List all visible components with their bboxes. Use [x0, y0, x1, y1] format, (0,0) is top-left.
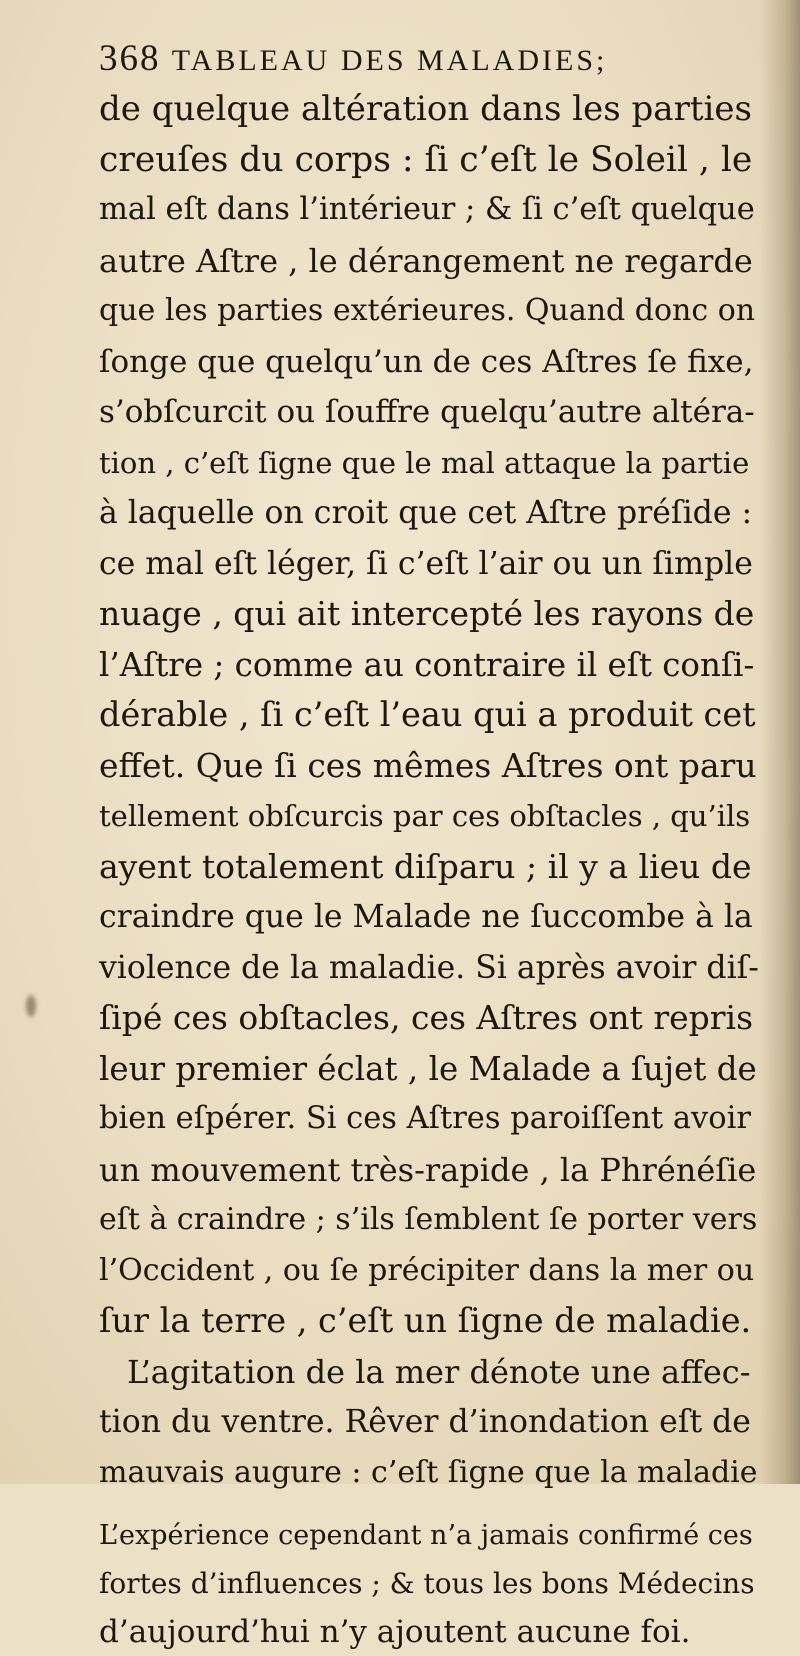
text-line: mauvais augure : c’eſt ſigne que la maladie: [99, 1454, 758, 1490]
text-line: autre Aſtre , le dérangement ne regarde: [99, 241, 753, 280]
text-line: s’obſcurcit ou ſouffre quelqu’autre altéra-: [99, 394, 755, 430]
text-line: tion , c’eſt ſigne que le mal attaque la partie: [99, 445, 750, 480]
text-line: eſt à craindre ; s’ils ſemblent ſe porter vers: [99, 1202, 758, 1237]
text-line: l’Aſtre ; comme au contraire il eſt conſi-: [99, 645, 755, 684]
text-line: nuage , qui ait intercepté les rayons de: [99, 594, 755, 633]
running-header: [99, 34, 759, 84]
text-line: tellement obſcurcis par ces obſtacles , qu’ils: [99, 799, 751, 833]
text-line: leur premier éclat , le Malade a ſujet de: [99, 1049, 757, 1088]
footnote-line: fortes d’influences ; & tous les bons Médecins: [99, 1567, 755, 1600]
text-line: ſipé ces obſtacles, ces Aſtres ont repris: [99, 998, 754, 1037]
text-line: tion du ventre. Rêver d’inondation eſt de: [99, 1404, 751, 1440]
text-line: dérable , ſi c’eſt l’eau qui a produit cet: [99, 695, 756, 734]
text-line: violence de la maladie. Si après avoir diſ-: [99, 949, 759, 986]
text-line: craindre que le Malade ne ſuccombe à la: [99, 899, 753, 935]
text-line: creuſes du corps : ſi c’eſt le Soleil , le: [99, 139, 753, 180]
page-edge-shadow: [760, 0, 800, 1484]
text-line: ayent totalement diſparu ; il y a lieu de: [99, 846, 752, 886]
text-line: ſonge que quelqu’un de ces Aſtres ſe fixe,: [99, 343, 754, 380]
text-line: ſur la terre , c’eſt un ſigne de maladie.: [99, 1301, 752, 1340]
footnote-line: d’aujourd’hui n’y ajoutent aucune foi.: [99, 1614, 691, 1650]
paragraph-first-line: L’agitation de la mer dénote une affec-: [127, 1352, 751, 1391]
text-line: à laquelle on croit que cet Aſtre préſide :: [99, 495, 753, 531]
paragraph-text: [99, 1347, 759, 1499]
text-line: mal eſt dans l’intérieur ; & ſi c’eſt quelque: [99, 192, 755, 227]
body-text: [99, 84, 759, 1347]
text-line: de quelque altération dans les parties: [99, 89, 752, 129]
text-line: bien eſpérer. Si ces Aſtres paroiſſent avoir: [99, 1101, 751, 1136]
text-line: un mouvement très-rapide , la Phrénéſie: [99, 1150, 757, 1189]
text-line: effet. Que ſi ces mêmes Aſtres ont paru: [99, 745, 757, 785]
text-line: que les parties extérieures. Quand donc on: [99, 293, 756, 328]
ink-smudge: [26, 995, 36, 1017]
text-line: ce mal eſt léger, ſi c’eſt l’air ou un ſimple: [99, 545, 753, 582]
footnote: [99, 1512, 759, 1656]
page-number: 368: [99, 38, 161, 79]
footnote-line: L’expérience cependant n’a jamais confirmé ces: [99, 1520, 753, 1551]
text-line: l’Occident , ou ſe précipiter dans la mer ou: [99, 1252, 755, 1288]
text-block: [99, 34, 759, 1656]
running-title: TABLEAU DES MALADIES;: [171, 44, 608, 77]
